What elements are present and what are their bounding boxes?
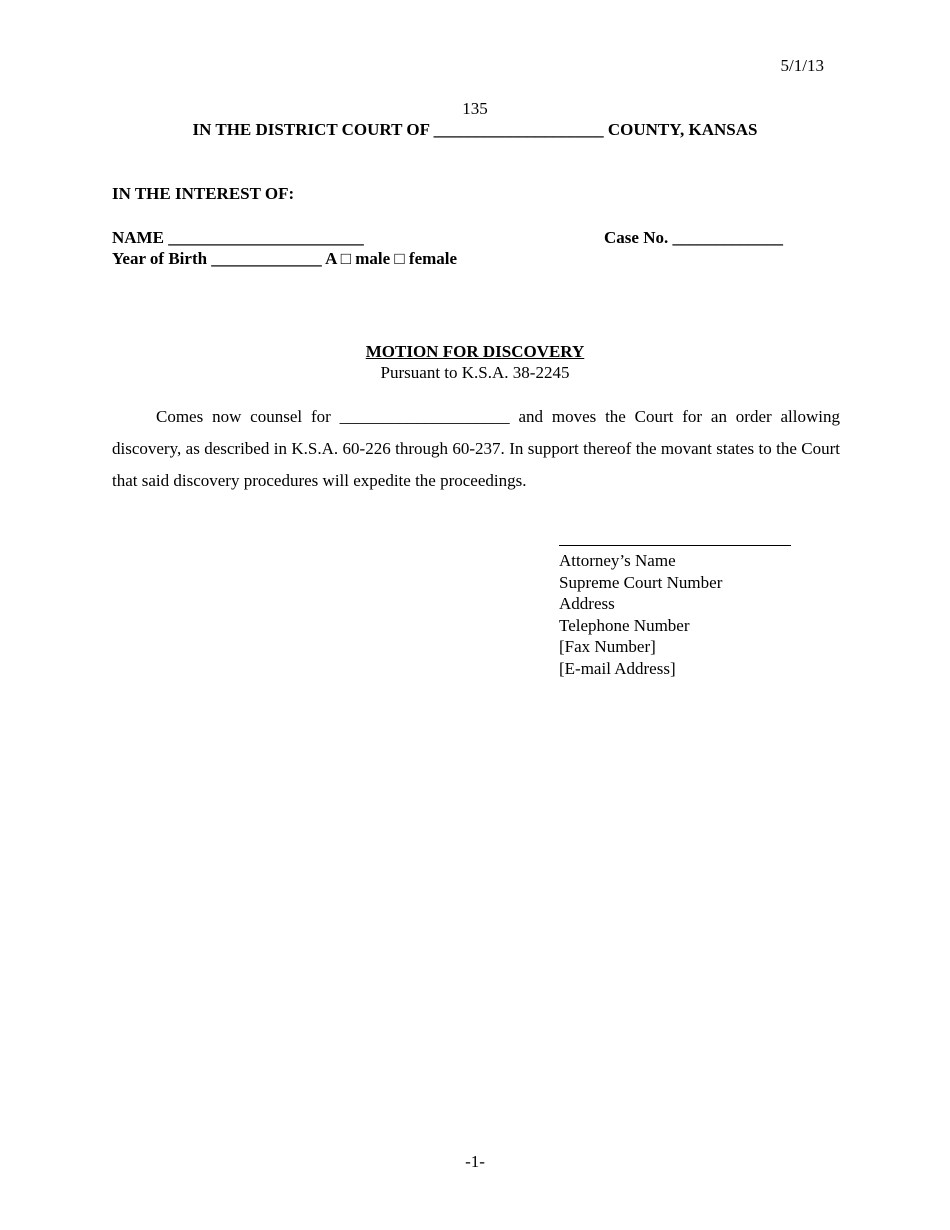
interest-of-label: IN THE INTEREST OF: [112,184,295,203]
supreme-court-number-line: Supreme Court Number [559,572,723,592]
fax-line: [Fax Number] [559,637,656,656]
document-date: 5/1/13 [780,56,824,75]
telephone-line: Telephone Number [559,615,690,635]
name-field-line: NAME _______________________ [112,228,364,247]
motion-title [0,342,950,362]
motion-body-paragraph: Comes now counsel for ____________________ and moves the Court for an order allowing discovery, as described in K.S.A. 60-226 through 60-237. In support thereof the movant states to the Court that said discovery procedures will expedite the proceedings. [112,407,840,490]
signature-block [559,545,791,679]
motion-title-text: MOTION FOR DISCOVERY [365,342,585,361]
case-number-field-line: Case No. _____________ [604,228,783,247]
address-line: Address [559,594,615,613]
page-number: -1- [465,1152,485,1171]
signature-line [559,545,791,546]
court-heading: IN THE DISTRICT COURT OF ____________________ COUNTY, KANSAS [192,120,758,139]
email-line: [E-mail Address] [559,658,676,678]
year-of-birth-gender-line: Year of Birth _____________ A □ male □ female [112,249,458,268]
attorney-name-line: Attorney’s Name [559,551,676,570]
form-number: 135 [462,99,488,118]
motion-subtitle: Pursuant to K.S.A. 38-2245 [380,363,570,382]
